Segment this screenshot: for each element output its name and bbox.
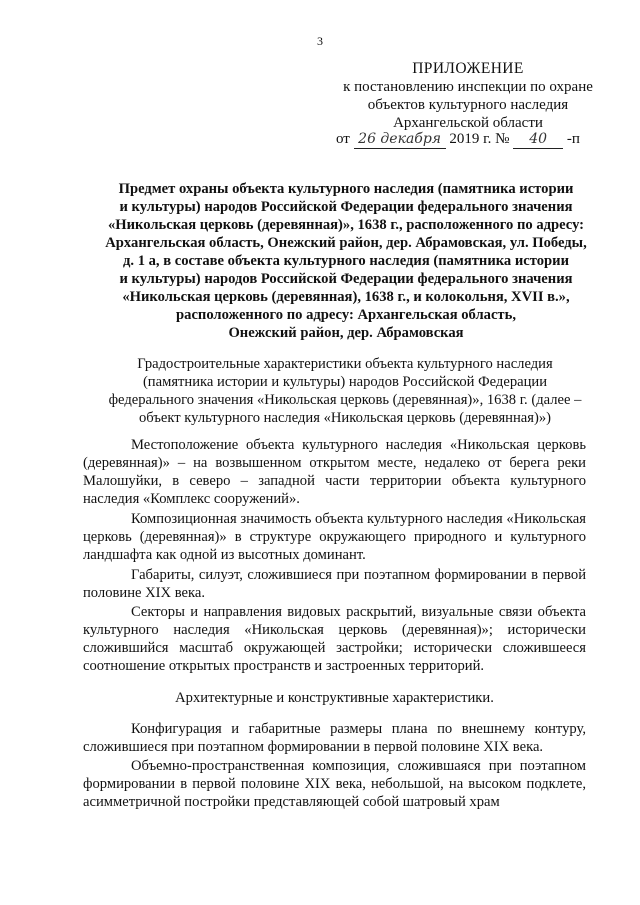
paragraph: Конфигурация и габаритные размеры плана по внешнему контуру, сложившиеся при поэтапном формировании в первой половине XIX века. <box>83 721 586 755</box>
from-label: от <box>336 131 350 147</box>
appendix-header <box>318 60 618 132</box>
paragraph: Местоположение объекта культурного наследия «Никольская церковь (деревянная)» – на возвышенном открытом месте, недалеко от берега реки Малошуйки, в северо – западной части территории объекта культурного наследия «Комплекс сооружений». <box>83 437 586 507</box>
subtitle-line: федерального значения «Никольская церковь (деревянная)», 1638 г. (далее – <box>108 392 582 408</box>
subtitle-line: (памятника истории и культуры) народов Российской Федерации <box>142 374 548 390</box>
title-line: и культуры) народов Российской Федерации федерального значения <box>119 199 573 215</box>
handwritten-number: 40 <box>513 130 563 149</box>
paragraph: Габариты, силуэт, сложившиеся при поэтапном формировании в первой половине XIX века. <box>83 567 586 601</box>
appendix-line: Архангельской области <box>393 115 543 131</box>
title-line: расположенного по адресу: Архангельская область, <box>176 307 516 323</box>
section-subtitle <box>100 355 590 427</box>
paragraph: Композиционная значимость объекта культурного наследия «Никольская церковь (деревянная)» в структуре окружающего природного и культурного ландшафта как одной из высотных доминант. <box>83 511 586 563</box>
section-heading: Архитектурные и конструктивные характеристики. <box>175 690 494 706</box>
appendix-line: объектов культурного наследия <box>367 97 569 113</box>
page-number: 3 <box>317 34 323 48</box>
subtitle-line: Градостроительные характеристики объекта культурного наследия <box>137 356 553 372</box>
paragraph: Секторы и направления видовых раскрытий, визуальные связи объекта культурного наследия «Никольская церковь (деревянная)»; исторически сложившийся масштаб окружающей застройки; исторически сложившееся соотношение открытых пространств и застроенных территорий. <box>83 604 586 674</box>
title-line: и культуры) народов Российской Федерации федерального значения <box>119 271 573 287</box>
title-line: «Никольская церковь (деревянная), 1638 г., и колокольня, XVII в.», <box>122 289 570 305</box>
title-line: Архангельская область, Онежский район, дер. Абрамовская, ул. Победы, <box>105 235 587 251</box>
appendix-title: ПРИЛОЖЕНИЕ <box>412 60 524 77</box>
decree-date-number-line <box>336 130 636 149</box>
number-suffix: -п <box>566 131 580 147</box>
paragraph: Объемно-пространственная композиция, сложившаяся при поэтапном формировании в первой половине XIX века, небольшой, на высоком подклете, асимметричной постройки представляющей собой шатровый храм <box>83 758 586 810</box>
subtitle-line: объект культурного наследия «Никольская церковь (деревянная)») <box>138 410 552 426</box>
year-label: 2019 г. № <box>449 131 510 147</box>
handwritten-date: 26 декабря <box>354 130 446 149</box>
title-line: Онежский район, дер. Абрамовская <box>228 325 464 341</box>
title-line: «Никольская церковь (деревянная)», 1638 г., расположенного по адресу: <box>107 217 585 233</box>
document-title <box>96 180 596 342</box>
title-line: Предмет охраны объекта культурного наследия (памятника истории <box>118 181 574 197</box>
appendix-line: к постановлению инспекции по охране <box>343 79 593 95</box>
title-line: д. 1 а, в составе объекта культурного наследия (памятника истории <box>123 253 569 269</box>
